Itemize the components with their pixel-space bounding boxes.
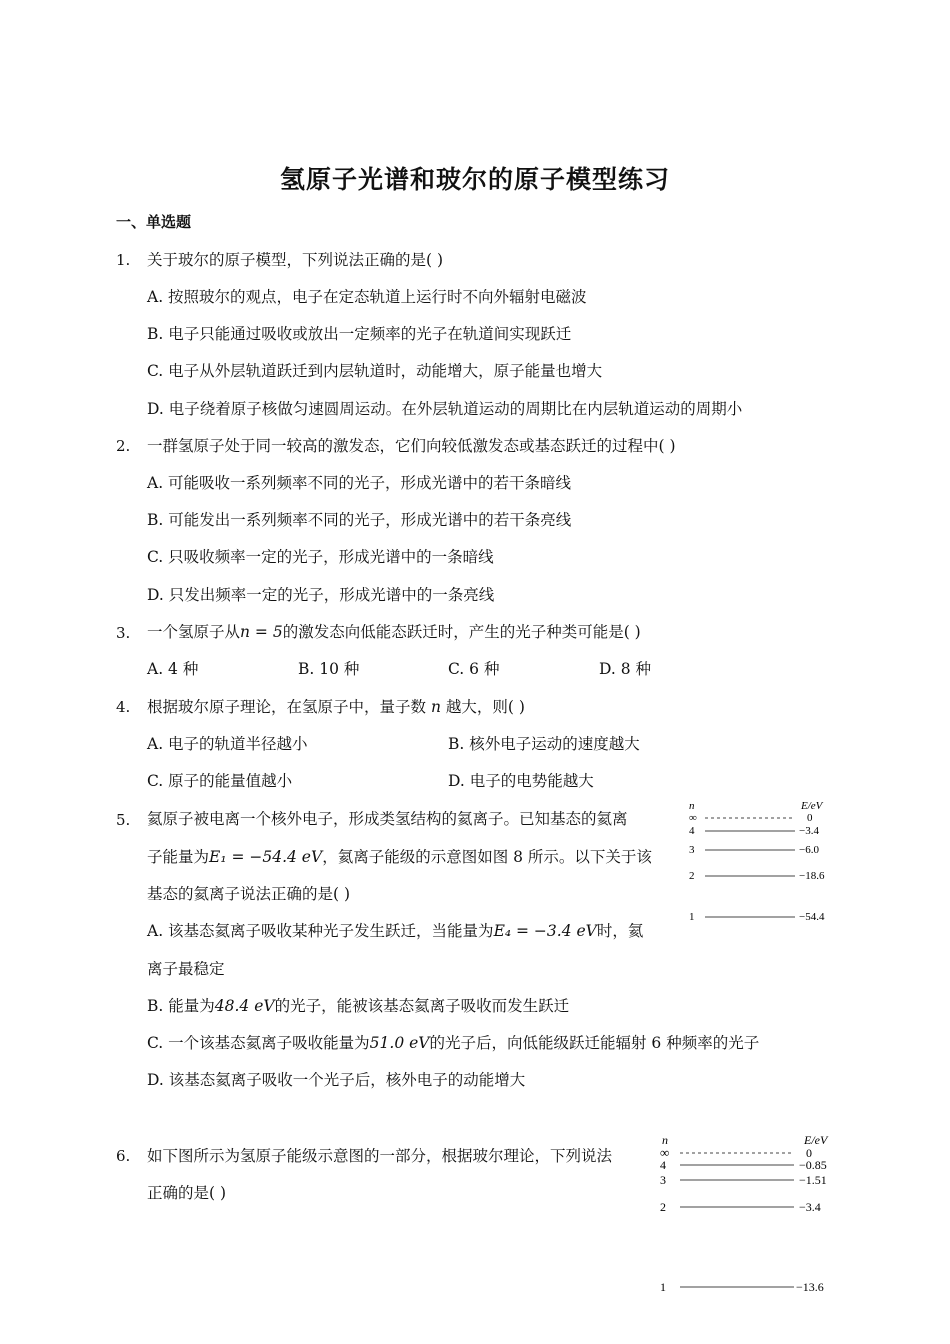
option-a: A. 电子的轨道半径越小 xyxy=(147,735,308,753)
svg-text:2: 2 xyxy=(660,1200,666,1214)
energy-level-diagram xyxy=(656,1131,841,1299)
question-stem: 一群氢原子处于同一较高的激发态，它们向较低激发态或基态跃迁的过程中( ) xyxy=(147,437,676,455)
math-expression: n = 5 xyxy=(240,623,283,641)
svg-text:4: 4 xyxy=(660,1158,666,1172)
question-stem: 根据玻尔原子理论，在氢原子中，量子数 n 越大，则( ) xyxy=(147,698,525,716)
question-stem: 一个氢原子从n = 5的激发态向低能态跃迁时，产生的光子种类可能是( ) xyxy=(147,623,641,641)
option-a: A. 该基态氦离子吸收某种光子发生跃迁，当能量为E₄ = −3.4 eV时，氦 xyxy=(147,922,644,940)
option-d: D. 该基态氦离子吸收一个光子后，核外电子的动能增大 xyxy=(147,1071,526,1089)
option-a-continued: 离子最稳定 xyxy=(147,960,225,978)
question-stem: 关于玻尔的原子模型，下列说法正确的是( ) xyxy=(147,251,444,269)
energy-axis-label: E/eV xyxy=(804,1133,828,1147)
svg-text:3: 3 xyxy=(660,1173,666,1187)
page-title: 氢原子光谱和玻尔的原子模型练习 xyxy=(279,165,670,194)
svg-text:−0.85: −0.85 xyxy=(799,1158,827,1172)
option-a: A. 4 种 xyxy=(147,660,199,678)
question-number: 6. xyxy=(116,1147,131,1165)
svg-text:1: 1 xyxy=(660,1280,666,1294)
svg-text:2: 2 xyxy=(689,870,695,882)
math-expression: 51.0 eV xyxy=(369,1034,430,1052)
energy-level xyxy=(660,1158,827,1172)
svg-text:−6.0: −6.0 xyxy=(799,844,819,856)
question-stem-line: 基态的氦离子说法正确的是( ) xyxy=(147,885,351,903)
question-stem-line: 如下图所示为氢原子能级示意图的一部分，根据玻尔理论，下列说法 xyxy=(147,1147,613,1165)
option-d: D. 电子绕着原子核做匀速圆周运动。在外层轨道运动的周期比在内层轨道运动的周期小 xyxy=(147,400,743,418)
question-number: 3. xyxy=(116,624,131,642)
question-stem-line: 正确的是( ) xyxy=(147,1184,227,1202)
option-d: D. 电子的电势能越大 xyxy=(448,772,594,790)
n-axis-label: n xyxy=(662,1133,668,1147)
math-expression: 48.4 eV xyxy=(214,997,275,1015)
math-expression: E₁ = −54.4 eV xyxy=(209,848,323,866)
option-c: C. 电子从外层轨道跃迁到内层轨道时，动能增大，原子能量也增大 xyxy=(147,362,603,380)
energy-level xyxy=(660,1145,812,1160)
energy-level-diagram xyxy=(685,798,835,928)
energy-level xyxy=(689,911,825,923)
svg-text:−13.6: −13.6 xyxy=(796,1280,824,1294)
energy-level xyxy=(689,825,819,837)
question-number: 2. xyxy=(116,437,131,455)
energy-level xyxy=(660,1280,824,1294)
option-c: C. 一个该基态氦离子吸收能量为51.0 eV的光子后，向低能级跃迁能辐射 6 种频率的光子 xyxy=(147,1034,760,1052)
option-c: C. 原子的能量值越小 xyxy=(147,772,293,790)
energy-level xyxy=(689,812,813,824)
energy-level xyxy=(689,844,819,856)
math-expression: n xyxy=(430,698,441,716)
svg-text:−54.4: −54.4 xyxy=(799,911,825,923)
option-b: B. 可能发出一系列频率不同的光子，形成光谱中的若干条亮线 xyxy=(147,511,572,529)
svg-text:−18.6: −18.6 xyxy=(799,870,825,882)
option-b: B. 核外电子运动的速度越大 xyxy=(448,735,640,753)
option-d: D. 只发出频率一定的光子，形成光谱中的一条亮线 xyxy=(147,586,495,604)
option-b: B. 10 种 xyxy=(298,660,360,678)
energy-level xyxy=(660,1173,827,1187)
option-c: C. 6 种 xyxy=(448,660,500,678)
question-stem-line: 子能量为E₁ = −54.4 eV，氦离子能级的示意图如图 8 所示。以下关于该 xyxy=(147,848,652,866)
energy-axis-label: E/eV xyxy=(801,800,823,812)
svg-text:0: 0 xyxy=(807,812,813,824)
math-expression: E₄ = −3.4 eV xyxy=(493,922,597,940)
svg-text:−3.4: −3.4 xyxy=(799,1200,821,1214)
svg-text:4: 4 xyxy=(689,825,695,837)
svg-text:3: 3 xyxy=(689,844,695,856)
option-b: B. 能量为48.4 eV的光子，能被该基态氦离子吸收而发生跃迁 xyxy=(147,997,570,1015)
option-d: D. 8 种 xyxy=(599,660,652,678)
option-a: A. 可能吸收一系列频率不同的光子，形成光谱中的若干条暗线 xyxy=(147,474,572,492)
energy-level xyxy=(660,1200,821,1214)
option-b: B. 电子只能通过吸收或放出一定频率的光子在轨道间实现跃迁 xyxy=(147,325,572,343)
svg-text:∞: ∞ xyxy=(689,812,697,824)
n-axis-label: n xyxy=(689,800,695,812)
svg-text:∞: ∞ xyxy=(660,1145,670,1160)
svg-text:−1.51: −1.51 xyxy=(799,1173,827,1187)
svg-text:1: 1 xyxy=(689,911,695,923)
energy-level xyxy=(689,870,825,882)
option-a: A. 按照玻尔的观点，电子在定态轨道上运行时不向外辐射电磁波 xyxy=(147,288,587,306)
section-heading: 一、单选题 xyxy=(116,213,192,231)
svg-text:−3.4: −3.4 xyxy=(799,825,819,837)
option-c: C. 只吸收频率一定的光子，形成光谱中的一条暗线 xyxy=(147,548,494,566)
question-number: 5. xyxy=(116,811,131,829)
question-number: 4. xyxy=(116,698,131,716)
svg-text:0: 0 xyxy=(806,1146,812,1160)
question-number: 1. xyxy=(116,251,131,269)
question-stem-line: 氦原子被电离一个核外电子，形成类氢结构的氦离子。已知基态的氦离 xyxy=(147,810,628,828)
